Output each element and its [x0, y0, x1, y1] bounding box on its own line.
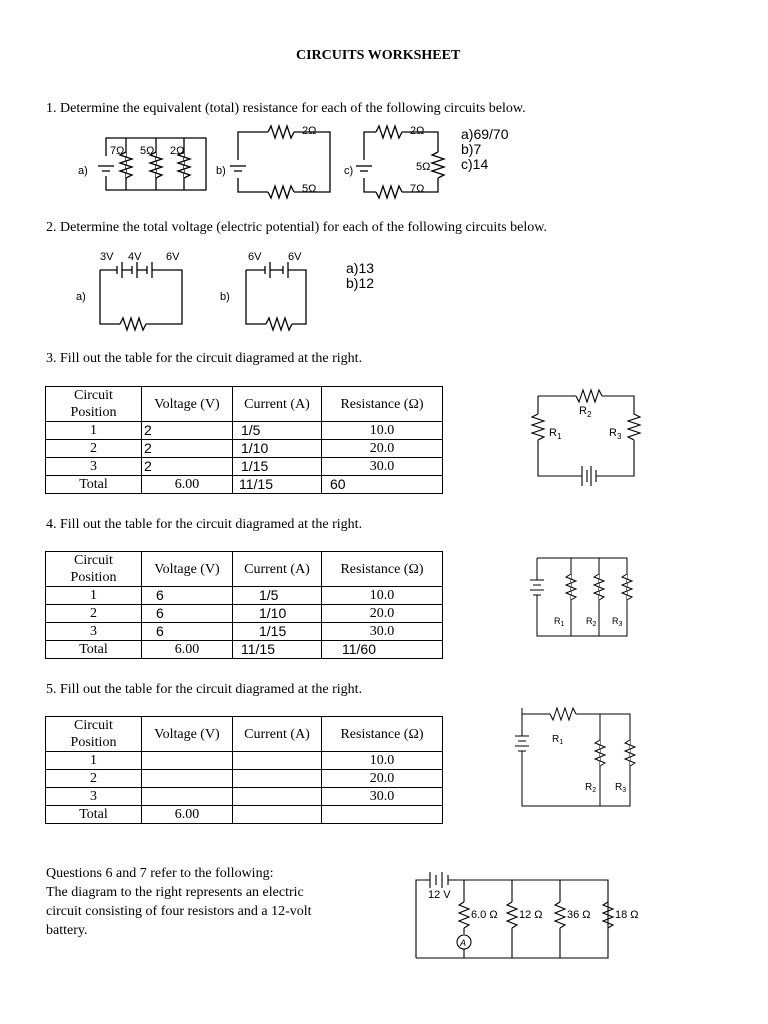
q1-answer-b: b)7 — [461, 141, 482, 157]
q4-table — [45, 551, 443, 659]
q1-circuit-b-r-top: 2Ω — [302, 125, 317, 137]
q67-r1-label: 6.0 Ω — [471, 909, 498, 921]
q1-answer-a: a)69/70 — [461, 126, 509, 142]
q1-circuit-c-label: c) — [344, 165, 354, 177]
q2-circuit-a-v2: 4V — [128, 251, 142, 263]
q5-diagram-r1: $R_1$ — [552, 734, 564, 746]
q2-circuit-b-v2: 6V — [288, 251, 302, 263]
header-resistance: Resistance (Ω) — [322, 387, 443, 422]
q2-answer-b: b)12 — [346, 275, 375, 291]
q67-battery-label: 12 V — [428, 889, 451, 901]
table-row: 1 10.0 — [46, 752, 443, 770]
q4-diagram-r2: $R_2$ — [586, 616, 597, 628]
q2-circuit-a-v3: 6V — [166, 251, 180, 263]
q5-circuit-diagram — [512, 700, 647, 810]
q5-diagram-r3: $R_3$ — [615, 782, 627, 794]
header-current: Current (A) — [233, 387, 322, 422]
table-total-row: Total 6.00 — [46, 806, 443, 824]
table-row: 3 2 1/15 30.0 — [46, 458, 443, 476]
header-position: Circuit Position — [46, 387, 142, 422]
q3-diagram-r2: $R_2$ — [579, 405, 592, 419]
table-row: 2 20.0 — [46, 770, 443, 788]
table-row: 2 2 1/10 20.0 — [46, 440, 443, 458]
q1-answer-c: c)14 — [461, 156, 489, 172]
q2-circuit-b — [246, 262, 306, 330]
q67-r2-label: 12 Ω — [519, 909, 543, 921]
q3-table — [45, 386, 443, 494]
q67-r4-label: 18 Ω — [615, 909, 639, 921]
q4-diagram-r1: $R_1$ — [554, 616, 565, 628]
table-row: 1 2 1/5 10.0 — [46, 422, 443, 440]
q5-table — [45, 716, 443, 824]
q3-diagram-r1: $R_1$ — [549, 427, 562, 441]
header-voltage: Voltage (V) — [142, 387, 233, 422]
q1-circuit-a-r1: 7Ω — [110, 145, 125, 157]
question-2-text: 2. Determine the total voltage (electric potential) for each of the following circuits below. — [46, 220, 547, 235]
question-1-text: 1. Determine the equivalent (total) resistance for each of the following circuits below. — [46, 101, 526, 116]
q1-circuit-c — [356, 126, 444, 198]
header-current: Current (A) — [233, 717, 322, 752]
q1-circuit-a-r3: 2Ω — [170, 145, 185, 157]
q2-circuit-a-v1: 3V — [100, 251, 114, 263]
q2-answers — [346, 261, 374, 291]
q2-circuit-diagrams — [76, 246, 336, 336]
q1-circuit-a-r2: 5Ω — [140, 145, 155, 157]
q2-circuit-a — [100, 262, 182, 330]
table-row: 3 30.0 — [46, 788, 443, 806]
header-voltage: Voltage (V) — [142, 552, 233, 587]
question-4-text: 4. Fill out the table for the circuit diagramed at the right. — [46, 517, 363, 532]
q1-circuit-a-label: a) — [78, 165, 88, 177]
header-resistance: Resistance (Ω) — [322, 552, 443, 587]
header-voltage: Voltage (V) — [142, 717, 233, 752]
header-current: Current (A) — [233, 552, 322, 587]
q67-circuit-diagram — [408, 866, 648, 961]
question-3-text: 3. Fill out the table for the circuit diagramed at the right. — [46, 351, 363, 366]
header-position: Circuit Position — [46, 552, 142, 587]
q3-diagram-r3: $R_3$ — [609, 427, 622, 441]
q5-diagram-r2: $R_2$ — [585, 782, 597, 794]
q1-circuit-b-label: b) — [216, 165, 226, 177]
q4-circuit-diagram — [527, 552, 642, 640]
q2-circuit-a-label: a) — [76, 291, 86, 303]
q1-answers — [461, 127, 508, 172]
ammeter-icon: A — [460, 938, 467, 948]
q1-circuit-b-r-bottom: 5Ω — [302, 183, 317, 195]
q67-r3-label: 36 Ω — [567, 909, 591, 921]
page-title: CIRCUITS WORKSHEET — [296, 48, 461, 63]
table-header-row — [46, 552, 443, 587]
question-5-text: 5. Fill out the table for the circuit diagramed at the right. — [46, 682, 363, 697]
q2-circuit-b-label: b) — [220, 291, 230, 303]
table-total-row: Total 6.00 11/15 11/60 — [46, 641, 443, 659]
q2-circuit-b-v1: 6V — [248, 251, 262, 263]
q1-circuit-c-r-top: 2Ω — [410, 125, 425, 137]
q2-answer-a: a)13 — [346, 260, 375, 276]
q4-diagram-r3: $R_3$ — [612, 616, 623, 628]
q3-circuit-diagram — [520, 374, 655, 499]
table-row: 2 6 1/10 20.0 — [46, 605, 443, 623]
table-total-row: Total 6.00 11/15 60 — [46, 476, 443, 494]
header-position: Circuit Position — [46, 717, 142, 752]
q1-circuit-c-r-bottom: 7Ω — [410, 183, 425, 195]
q1-circuit-c-r-mid: 5Ω — [416, 161, 431, 173]
header-resistance: Resistance (Ω) — [322, 717, 443, 752]
table-row: 3 6 1/15 30.0 — [46, 623, 443, 641]
q67-intro: Questions 6 and 7 refer to the following: The diagram to the right represents an electric circuit consisting of four resistors and a 12-volt battery. — [46, 866, 312, 938]
table-header-row — [46, 387, 443, 422]
table-header-row — [46, 717, 443, 752]
table-row: 1 6 1/5 10.0 — [46, 587, 443, 605]
